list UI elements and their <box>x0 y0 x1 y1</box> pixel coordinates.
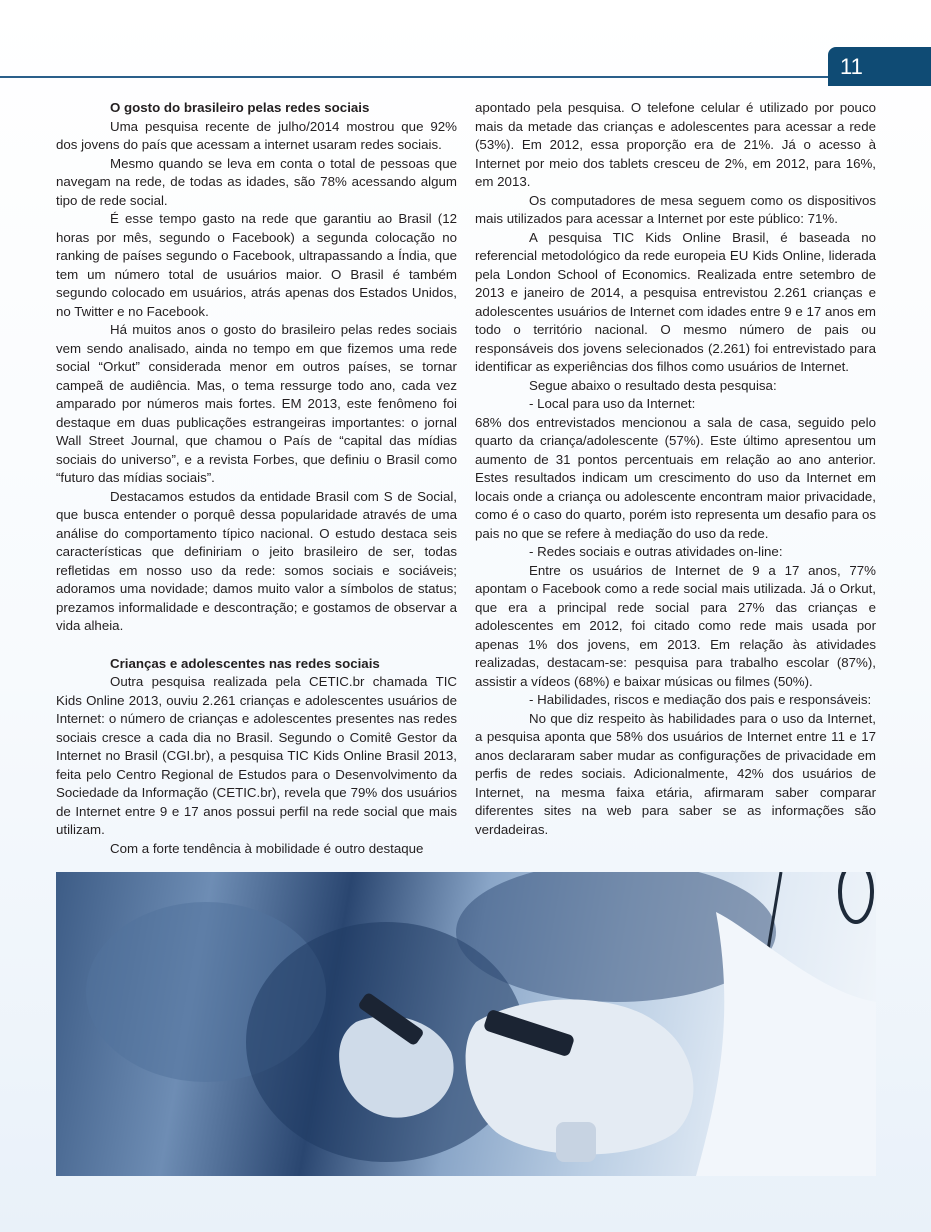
list-item-title: - Habilidades, riscos e mediação dos pais e responsáveis: <box>529 692 872 707</box>
list-item-title: - Redes sociais e outras atividades on-line: <box>529 544 783 559</box>
paragraph: Com a forte tendência à mobilidade é outro destaque <box>110 840 424 856</box>
page-number: 11 <box>840 54 863 79</box>
paragraph: É esse tempo gasto na rede que garantiu ao Brasil (12 horas por mês, segundo o Facebook) a segunda colocação no ranking de países segundo o Facebook, ultrapassando a Índia, que tem um número total de usuários maior. O Brasil é também segundo colocado em usuários, atrás apenas dos Estados Unidos, no Twitter e no Facebook. <box>56 211 457 319</box>
paragraph: Entre os usuários de Internet de 9 a 17 anos, 77% apontam o Facebook como a rede social mais utilizada. Já o Orkut, que era a principal rede social para 27% das crianças e adolescentes em 2012, foi citado como rede mais usada por apenas 1% dos jovens, em 2013. Em relação às atividades realizadas, destacam-se: pesquisa para trabalho escolar (87%), assistir a vídeos (68%) e baixar músicas ou filmes (50%). <box>475 562 876 689</box>
list-item-title: - Local para uso da Internet: <box>529 396 696 411</box>
page-number-tab <box>828 47 931 86</box>
paragraph: Uma pesquisa recente de julho/2014 mostrou que 92% dos jovens do país que acessam a internet usaram redes sociais. <box>56 118 457 152</box>
paragraph: Há muitos anos o gosto do brasileiro pelas redes sociais vem sendo analisado, ainda no tempo em que fizemos uma rede social “Orkut” considerada menor em outros países, se tornar campeã de audiência. Mas, o tema ressurge todo ano, cada vez amparado por números mais fortes. EM 2013, este fenômeno foi destaque em duas publicações estrangeiras importantes: o jornal Wall Street Journal, que chamou o País de “capital das mídias sociais do universo”, e a revista Forbes, que definiu o Brasil como “futuro das mídias sociais”. <box>56 322 457 485</box>
paragraph: No que diz respeito às habilidades para o uso da Internet, a pesquisa aponta que 58% dos usuários de Internet entre 11 e 17 anos declararam saber mudar as configurações de privacidade em perfis de redes sociais. Adicionalmente, 42% dos usuários de Internet, na mesma faixa etária, afirmaram saber comparar diferentes sites na web para saber se as informações são verdadeiras. <box>475 710 876 837</box>
right-column <box>475 99 876 839</box>
paragraph: A pesquisa TIC Kids Online Brasil, é baseada no referencial metodológico da rede europeia EU Kids Online, liderada pela London School of Economics. Realizada entre setembro de 2013 e janeiro de 2014, a pesquisa entrevistou 2.261 crianças e adolescentes usuários de Internet com idades entre 9 e 17 anos em todo o território nacional. O mesmo número de pais ou responsáveis dos jovens selecionados (2.261) foi entrevistado para identificar as experiências dos filhos como usuários de Internet. <box>475 229 876 374</box>
section-heading-children: Crianças e adolescentes nas redes sociais <box>110 655 380 671</box>
section-heading-social-networks: O gosto do brasileiro pelas redes sociais <box>110 100 370 115</box>
header-rule <box>0 76 829 78</box>
photo-illustration <box>56 872 876 1176</box>
paragraph: Os computadores de mesa seguem como os dispositivos mais utilizados para acessar a Internet por este público: 71%. <box>475 192 876 226</box>
paragraph: Destacamos estudos da entidade Brasil com S de Social, que busca entender o porquê dessa popularidade através de uma análise do comportamento típico nacional. O estudo destaca seis características que definiriam o jeito brasileiro de ser, todas refletidas em nosso uso da rede: somos sociais e sociáveis; adoramos uma novidade; damos muito valor a símbolos de status; prezamos informalidade e descontração; e gostamos de observar a vida alheia. <box>56 488 457 633</box>
paragraph: apontado pela pesquisa. O telefone celular é utilizado por pouco mais da metade das crianças e adolescentes para acessar a rede (53%). Em 2012, essa proporção era de 21%. Já o acesso à Internet por meio dos tablets cresceu de 2%, em 2012, para 16%, em 2013. <box>475 100 876 189</box>
smartphone-users-photo <box>56 872 876 1176</box>
paragraph: Mesmo quando se leva em conta o total de pessoas que navegam na rede, de todas as idades, são 78% acessando algum tipo de rede social. <box>56 155 457 208</box>
paragraph: Outra pesquisa realizada pela CETIC.br chamada TIC Kids Online 2013, ouviu 2.261 crianças e adolescentes usuários de Internet: o número de crianças e adolescentes presentes nas redes sociais cresce a cada dia no Brasil. Segundo o Comitê Gestor da Internet no Brasil (CGI.br), a pesquisa TIC Kids Online Brasil 2013, feita pelo Centro Regional de Estudos para o Desenvolvimento da Sociedade da Informação (CETIC.br), revela que 79% dos usuários de Internet entre 9 e 17 anos possui perfil na rede social que mais utilizam. <box>56 674 457 837</box>
results-intro: Segue abaixo o resultado desta pesquisa: <box>529 377 777 393</box>
left-column <box>56 99 457 858</box>
paragraph: 68% dos entrevistados mencionou a sala de casa, seguido pelo quarto da criança/adolescente (57%). Este último apresentou um aumento de 31 pontos percentuais em relação ao ano anterior. Estes resultados indicam um crescimento do uso da Internet em locais onde a criança ou adolescente encontram maior privacidade, como é o caso do quarto, porém isto representa um desafio para os pais no que se refere à mediação do uso da rede. <box>475 414 876 541</box>
